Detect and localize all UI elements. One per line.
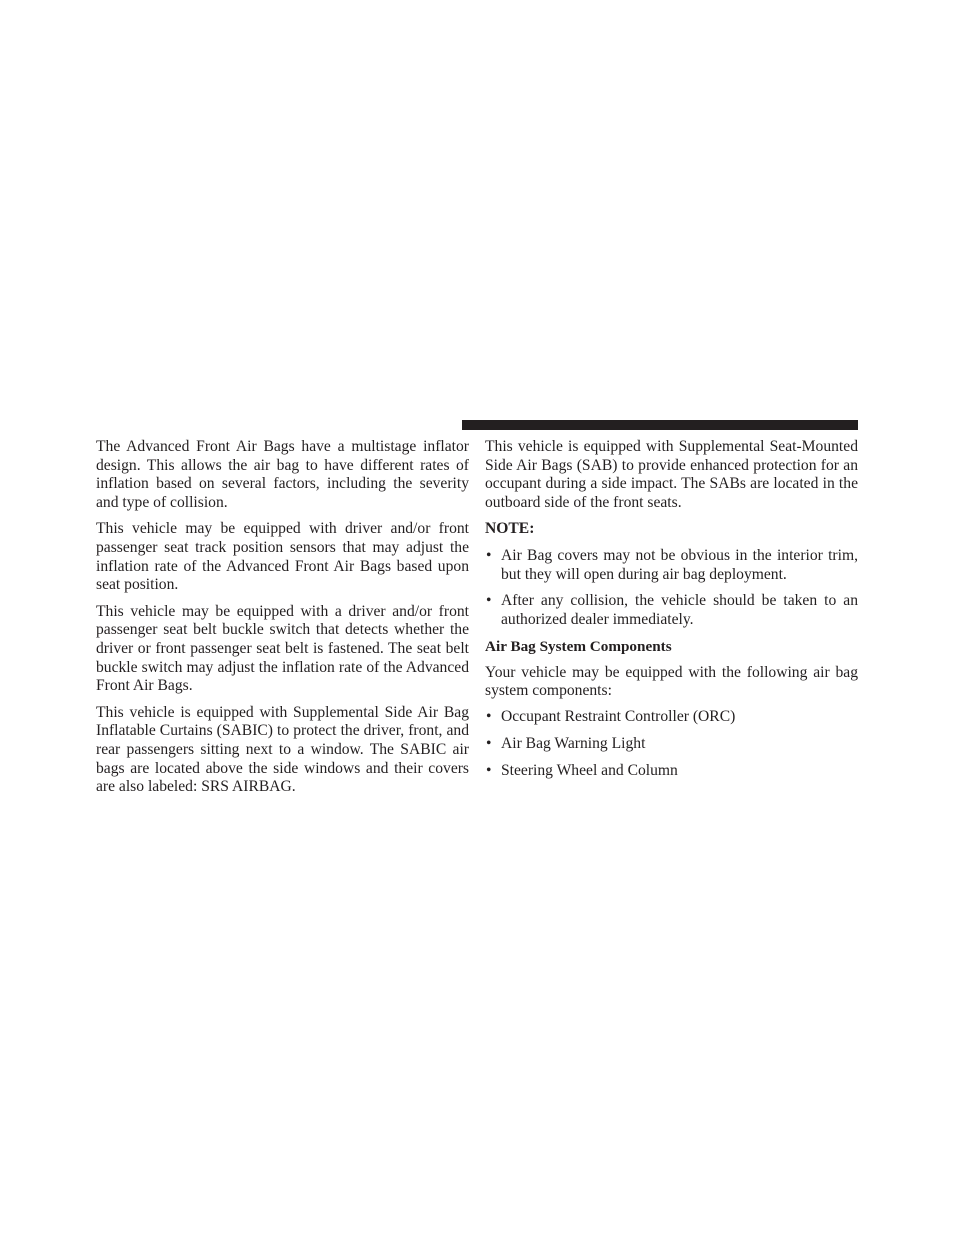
list-item xyxy=(485,735,858,754)
section-heading: Air Bag System Components xyxy=(485,637,672,655)
paragraph-sab: This vehicle is equipped with Supplemental Seat-Mounted Side Air Bags (SAB) to provide enhanced protection for an occupant during a side impact. The SABs are located in the outboard side of the front seats. xyxy=(485,438,858,512)
list-item xyxy=(485,592,858,629)
left-column xyxy=(96,438,469,805)
component-text: Air Bag Warning Light xyxy=(501,735,646,753)
paragraph-multistage-inflator: The Advanced Front Air Bags have a multistage inflator design. This allows the air bag to have different rates of inflation based on several factors, including the severity and type of collision. xyxy=(96,438,469,512)
component-text: Occupant Restraint Controller (ORC) xyxy=(501,708,736,726)
components-list xyxy=(485,708,858,780)
paragraph-components-intro: Your vehicle may be equipped with the following air bag system components: xyxy=(485,663,858,700)
bullet-icon: • xyxy=(486,547,492,565)
bullet-icon: • xyxy=(486,735,492,753)
paragraph-seat-belt-buckle-switch: This vehicle may be equipped with a driver and/or front passenger seat belt buckle switch that detects whether the driver or front passenger seat belt is fastened. The seat belt buckle switch may adjust the inflation rate of the Advanced Front Air Bags. xyxy=(96,602,469,695)
note-label: NOTE: xyxy=(485,520,535,538)
note-text: After any collision, the vehicle should be taken to an authorized dealer immediately. xyxy=(501,592,858,629)
list-item xyxy=(485,762,858,781)
paragraph-seat-track-sensors: This vehicle may be equipped with driver and/or front passenger seat track position sensors that may adjust the inflation rate of the Advanced Front Air Bags based upon seat position. xyxy=(96,520,469,594)
paragraph-sabic: This vehicle is equipped with Supplemental Side Air Bag Inflatable Curtains (SABIC) to protect the driver, front, and rear passengers sitting next to a window. The SABIC air bags are located above the side windows and their covers are also labeled: SRS AIRBAG. xyxy=(96,703,469,796)
bullet-icon: • xyxy=(486,592,492,610)
list-item xyxy=(485,708,858,727)
right-column xyxy=(485,438,858,789)
note-text: Air Bag covers may not be obvious in the interior trim, but they will open during air bag deployment. xyxy=(501,547,858,583)
bullet-icon: • xyxy=(486,761,492,779)
bullet-icon: • xyxy=(486,708,492,726)
section-header-bar xyxy=(462,420,858,430)
list-item xyxy=(485,547,858,584)
note-list xyxy=(485,547,858,630)
component-text: Steering Wheel and Column xyxy=(501,761,678,779)
